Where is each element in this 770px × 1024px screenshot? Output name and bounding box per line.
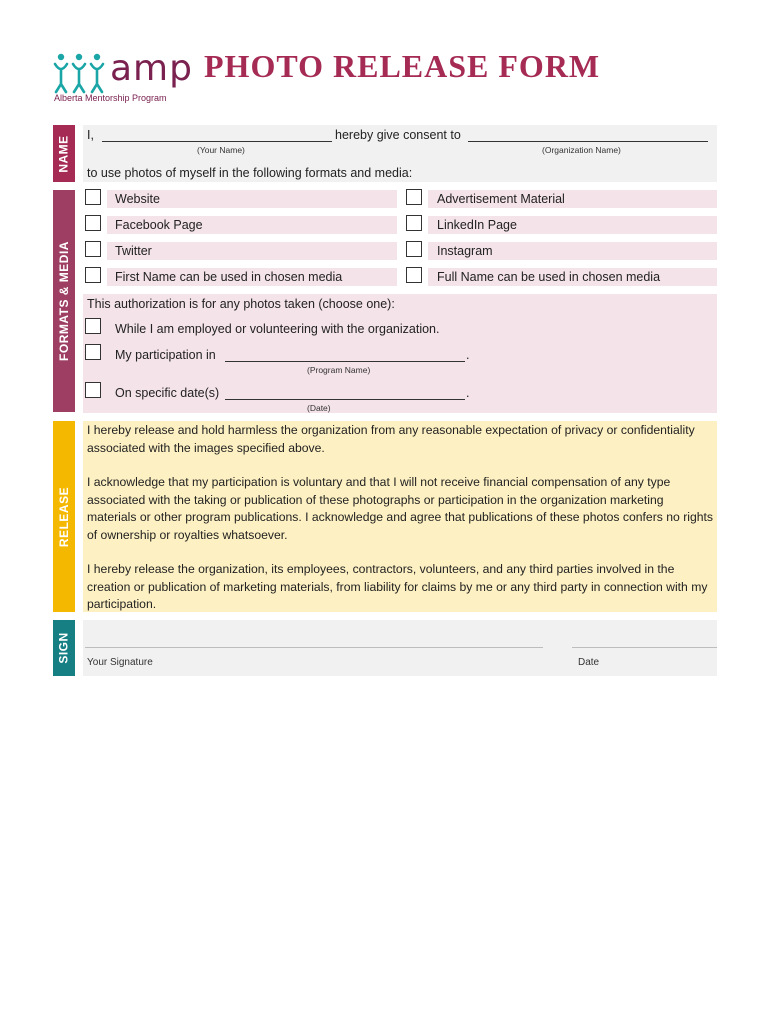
facebook-checkbox[interactable] xyxy=(85,215,101,231)
program-name-field[interactable] xyxy=(225,351,465,362)
org-name-label: (Organization Name) xyxy=(542,145,621,155)
logo xyxy=(52,48,202,106)
logo-subtitle: Alberta Mentorship Program xyxy=(54,93,167,103)
twitter-label: Twitter xyxy=(115,244,152,258)
first-name-label: First Name can be used in chosen media xyxy=(115,270,343,284)
sign-section-tab xyxy=(53,620,75,676)
program-name-label: (Program Name) xyxy=(307,365,371,375)
date-option-label: On specific date(s) xyxy=(115,386,220,400)
signature-label: Your Signature xyxy=(87,657,153,668)
website-label: Website xyxy=(115,192,160,206)
instagram-checkbox[interactable] xyxy=(406,241,422,257)
release-section-label: RELEASE xyxy=(57,486,71,547)
linkedin-checkbox[interactable] xyxy=(406,215,422,231)
date-field[interactable] xyxy=(572,627,717,648)
program-checkbox[interactable] xyxy=(85,344,101,360)
advertisement-label: Advertisement Material xyxy=(437,192,565,206)
people-icon xyxy=(52,52,108,96)
authorization-intro: This authorization is for any photos taken (choose one): xyxy=(87,297,395,311)
employed-checkbox[interactable] xyxy=(85,318,101,334)
employed-label: While I am employed or volunteering with the organization. xyxy=(115,322,440,336)
full-name-label: Full Name can be used in chosen media xyxy=(437,270,661,284)
program-period: . xyxy=(466,348,470,362)
name-section-tab xyxy=(53,125,75,182)
linkedin-label: LinkedIn Page xyxy=(437,218,517,232)
your-name-label: (Your Name) xyxy=(197,145,245,155)
first-name-checkbox[interactable] xyxy=(85,267,101,283)
date-field-label: (Date) xyxy=(307,403,331,413)
date-checkbox[interactable] xyxy=(85,382,101,398)
facebook-label: Facebook Page xyxy=(115,218,203,232)
advertisement-checkbox[interactable] xyxy=(406,189,422,205)
twitter-checkbox[interactable] xyxy=(85,241,101,257)
name-prefix: I, xyxy=(87,128,94,142)
page-title: PHOTO RELEASE FORM xyxy=(204,48,601,84)
website-checkbox[interactable] xyxy=(85,189,101,205)
specific-date-field[interactable] xyxy=(225,389,465,400)
release-paragraph-2: I acknowledge that my participation is voluntary and that I will not receive financial compensation of any type associated with the taking or publication of these photographs or participation in the organization marketing materials or other program publications. I acknowledge and agree that publications of these photos confers no rights of ownership or royalties whatsoever. xyxy=(87,475,713,542)
formats-section-label: FORMATS & MEDIA xyxy=(57,241,71,361)
release-paragraph-3: I hereby release the organization, its employees, contractors, volunteers, and any third parties involved in the creation or publication of marketing materials, from liability for claims by me or any third party in connection with my participation. xyxy=(87,562,708,611)
instagram-label: Instagram xyxy=(437,244,493,258)
consent-text: hereby give consent to xyxy=(335,128,461,142)
your-name-field[interactable] xyxy=(102,131,332,142)
release-section-tab xyxy=(53,421,75,612)
release-paragraph-1: I hereby release and hold harmless the organization from any reasonable expectation of privacy or confidentiality associated with the images specified above. xyxy=(87,423,695,455)
formats-section-tab xyxy=(53,190,75,412)
name-section-label: NAME xyxy=(57,134,71,173)
date-period: . xyxy=(466,386,470,400)
signature-field[interactable] xyxy=(85,627,543,648)
program-label: My participation in xyxy=(115,348,216,362)
logo-word: amp xyxy=(110,48,193,89)
organization-name-field[interactable] xyxy=(468,131,708,142)
sign-section-label: SIGN xyxy=(57,632,71,664)
to-use-text: to use photos of myself in the following formats and media: xyxy=(87,166,413,180)
full-name-checkbox[interactable] xyxy=(406,267,422,283)
date-label: Date xyxy=(578,657,600,668)
